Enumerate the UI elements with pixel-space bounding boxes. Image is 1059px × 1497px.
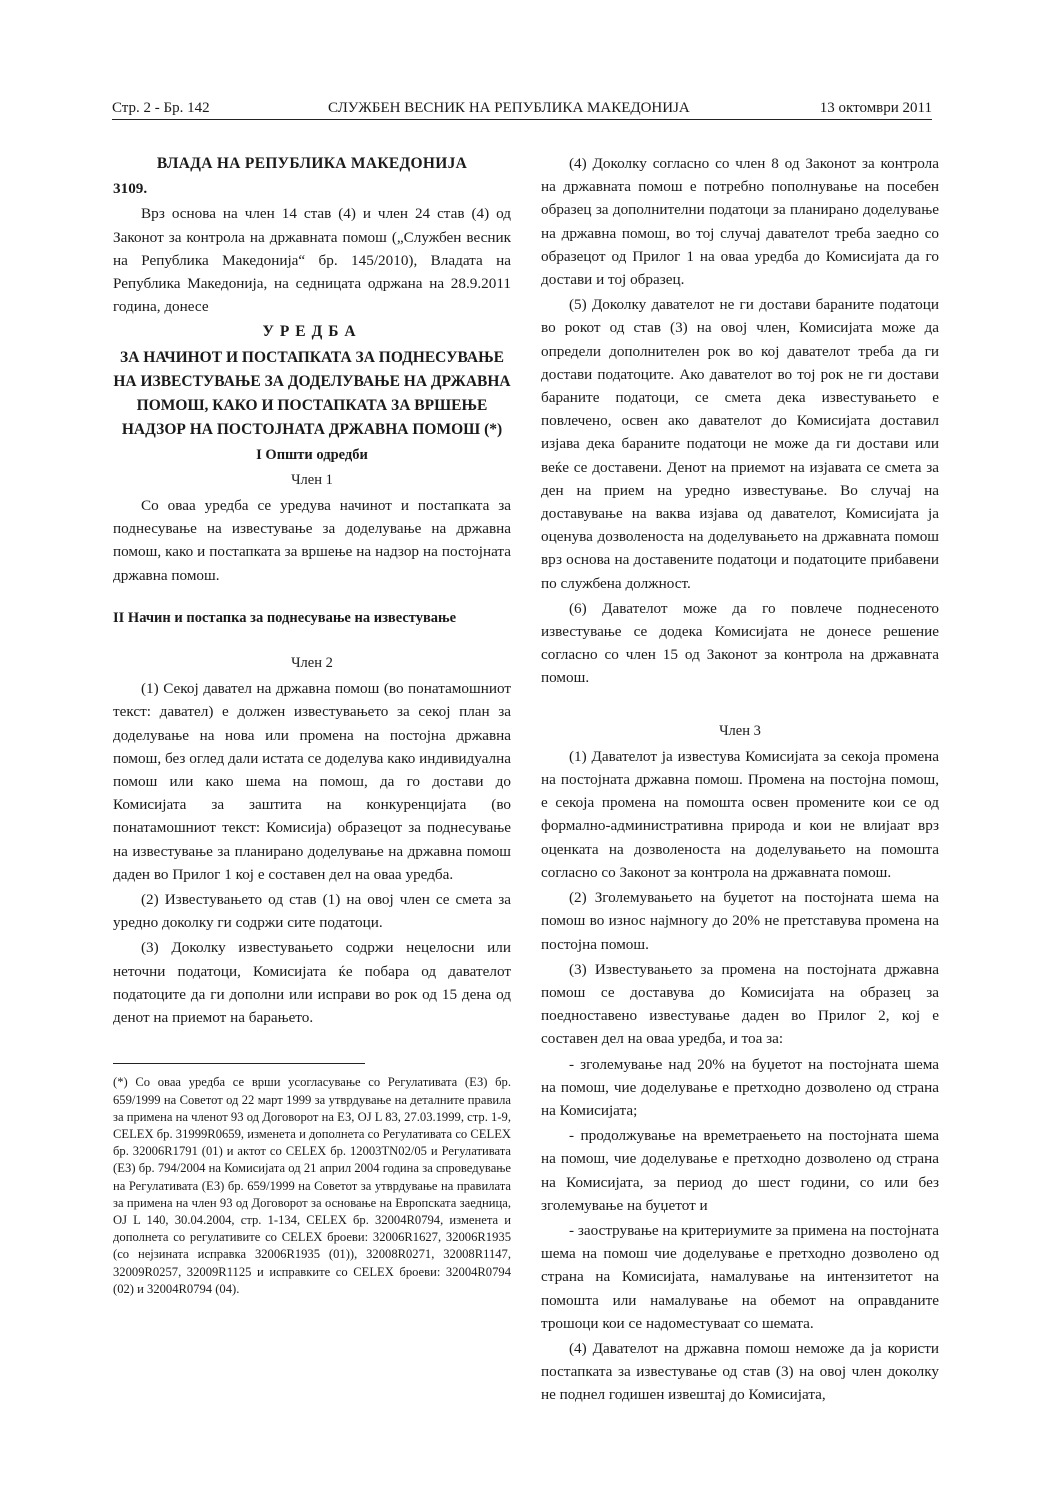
page-header [112,100,932,122]
article-1-label: Член 1 [291,471,333,488]
article-3-paragraph: (1) Давателот ја известува Комисијата за секоја промена на постојната државна помош. Промена на постојна помош, е секоја промена на помошта освен промените кои се од формално-административна природа и кои не влијаат врз оценката на дозволеноста на доделувањето на помошта согласно со Законот за контрола на државната помош. [541,747,939,881]
page-reference: Стр. 2 - Бр. 142 [112,100,210,116]
article-3-bullet: - заострување на критериумите за примена на постојната шема на помош чие доделување е претходно дозволено од страна на Комисијата, намалување на интензитетот на помошта или намалување на обемот на оправданите трошоци кои се надоместуваат со шемата. [541,1221,939,1332]
publication-title: СЛУЖБЕН ВЕСНИК НА РЕПУБЛИКА МАКЕДОНИЈА [328,100,690,116]
article-2-label: Член 2 [291,655,333,672]
article-3-paragraph: (3) Известувањето за промена на постојната државна помош се доставува до Комисијата на образец за поедноставено известување даден во Прилог 2, кој е составен дел на оваа уредба, и тоа за: [541,960,939,1048]
preamble: Врз основа на член 14 став (4) и член 24 став (4) од Законот за контрола на државната помош („Службен весник на Република Македонија“ бр. 145/2010), Владата на Република Македонија, на седницата одржана на 28.9.2011 година, донесе [113,205,511,316]
regulation-subtitle: ЗА НАЧИНОТ И ПОСТАПКАТА ЗА ПОДНЕСУВАЊЕ НА ИЗВЕСТУВАЊЕ ЗА ДОДЕЛУВАЊЕ НА ДРЖАВНА ПОМОШ, КАКО И ПОСТАПКАТА ЗА ВРШЕЊЕ НАДЗОР НА ПОСТОЈНАТА ДРЖАВНА ПОМОШ (*) [113,348,511,438]
article-3-bullet: - продолжување на времетраењето на постојната шема на помош, чие доделување е претходно дозволено од страна на Комисијата, за период до шест години, со или без зголемување на буџетот и [541,1127,939,1214]
footnote-divider [113,1063,365,1064]
article-3-label: Член 3 [719,722,761,739]
footnote: (*) Со оваа уредба се врши усогласување со Регулативата (ЕЗ) бр. 659/1999 на Советот од 22 март 1999 за утврдување на деталните правила за примена на членот 93 од Договорот на ЕЗ, OJ L 83, 27.03.1999, стр. 1-9, CELEX бр. 31999R0659, изменета и дополнета со Регулативата со CELEX бр. 32006R1791 (01) и актот со CELEX бр. 12003TN02/05 и Регулативата (ЕЗ) бр. 794/2004 на Комисијата од 21 април 2004 година за спроведување на Регулативата (ЕЗ) бр. 659/1999 на Советот за утврдување на правилата за примена на член 93 од Договорот за основање на Европската заедница, OJ L 140, 30.04.2004, стр. 1-134, CELEX бр. 32004R0794, изменета и дополнета со регулативите со CELEX броеви: 32006R1627, 32006R1935 (со нејзината исправка 32006R1935 (01)), 32008R0271, 32008R1147, 32009R0257, 32009R1125 и исправките со CELEX броеви: 32004R0794 (02) и 32004R0794 (04). [113,1075,511,1296]
header-rule [112,119,932,120]
issuer-heading: ВЛАДА НА РЕПУБЛИКА МАКЕДОНИЈА [156,155,468,172]
section-heading-procedure: II Начин и постапка за поднесување на известување [113,609,457,626]
article-3-paragraph: (2) Зголемувањето на буџетот на постојната шема на помош во износ најмногу до 20% не претставува промена на постојна помош. [541,889,939,953]
article-2-paragraph: (5) Доколку давателот не ги достави бараните податоци во рокот од став (3) на овој член, Комисијата може да определи дополнителен рок во кој давателот треба да ги достави податоците. Ако давателот во тој рок не ги достави бараните податоци, се смета дека известувањето е повлечено, освен ако давателот до Комисијата доставил изјава дека бараните податоци не може да ги достави или веќе се доставени. Денот на приемот на изјавата се смета за ден на прием на уредно известување. Во случај на доставување на ваква изјава од давателот, Комисијата ја оценува дозволеноста на доделувањето на државната помош врз основа на доставените податоци и податоците прибавени по службена должност. [541,296,939,592]
article-2-paragraph: (3) Доколку известувањето содржи нецелосни или неточни податоци, Комисијата ќе побара од давателот податоците да ги дополни или исправи во рок од 15 дена од денот на приемот на барањето. [113,939,511,1027]
document-number: 3109. [113,180,148,198]
section-heading-general: I Општи одредби [256,446,368,463]
regulation-title: УРЕДБА [262,323,362,341]
article-3-paragraph: (4) Давателот на државна помош неможе да ја користи постапката за известување од став (3) на овој член доколку не поднел годишен извештај до Комисијата, [541,1339,939,1404]
publication-date: 13 октомври 2011 [819,100,932,116]
article-2-paragraph: (4) Доколку согласно со член 8 од Законот за контрола на државната помош е потребно пополнување на посебен образец за дополнителни податоци за планирано доделување на државна помош, во тој случај давателот треба заедно со образецот од Прилог 1 на оваа уредба до Комисијата да го достави и тој образец. [541,155,939,289]
left-column [113,152,511,1300]
right-column [541,152,939,1409]
article-1-text: Со оваа уредба се уредува начинот и постапката за поднесување на известување за доделување на државна помош, како и постапката за вршење на надзор на постојната државна помош. [113,497,511,584]
article-2-paragraph: (2) Известувањето од став (1) на овој член се смета за уредно доколку ги содржи сите податоци. [113,891,511,932]
article-3-bullet: - зголемување над 20% на буџетот на постојната шема на помош, чие доделување е претходно дозволено од страна на Комисијата; [541,1055,939,1119]
article-2-paragraph: (6) Давателот може да го повлече поднесеното известување се додека Комисијата не донесе решение согласно со член 15 од Законот за контрола на државната помош. [541,599,939,687]
article-2-paragraph: (1) Секој давател на државна помош (во понатамошниот текст: давател) е должен известувањето за секој план за доделување на нова или промена на постојна државна помош, без оглед дали истата се доделува како индивидуална помош или како шема на помош, да го достави до Комисијата за заштита на конкуренцијата (во понатамошниот текст: Комисија) образецот за поднесување на известување за планирано доделување на државна помош даден во Прилог 1 кој е составен дел на оваа уредба. [113,680,511,883]
